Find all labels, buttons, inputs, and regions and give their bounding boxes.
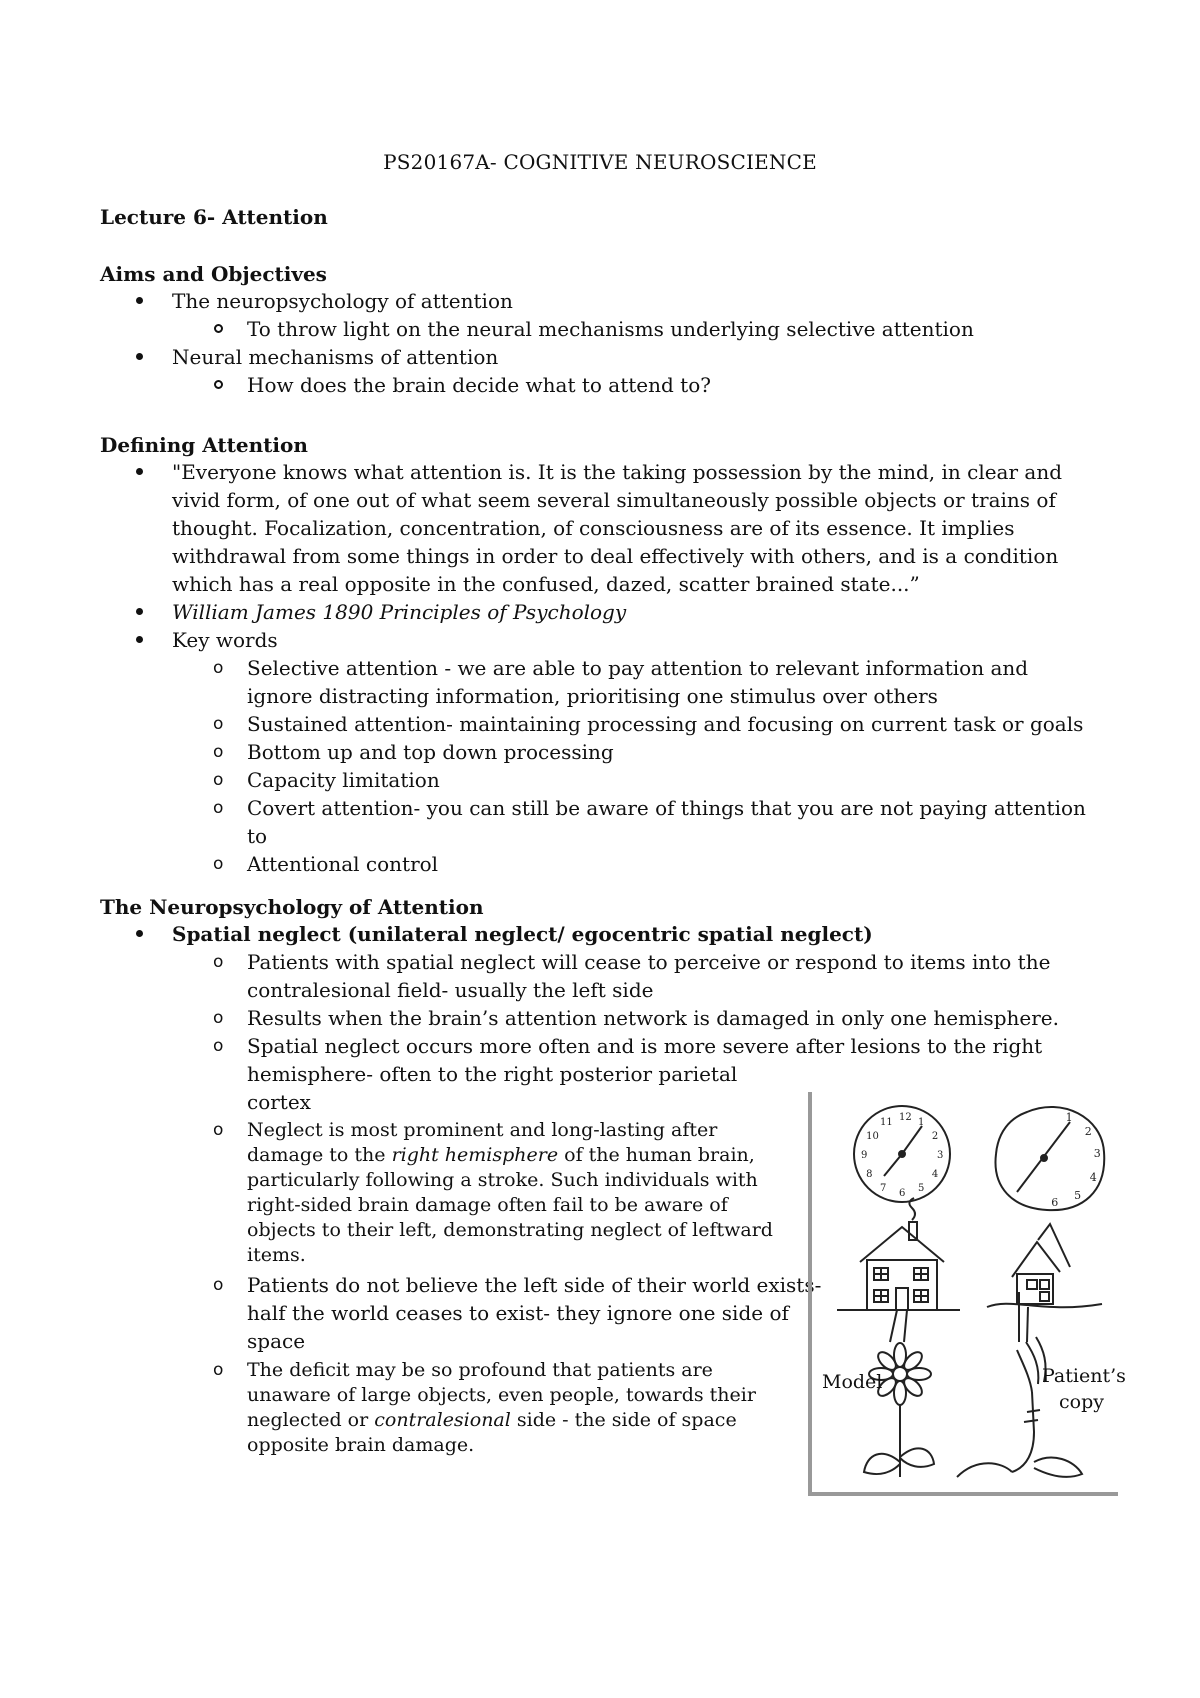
neglect-figure bbox=[808, 1092, 1126, 1496]
clock-number: 1 bbox=[1065, 1110, 1073, 1124]
emphasis-span: right hemisphere bbox=[391, 1144, 559, 1166]
document-title: PS20167A- COGNITIVE NEUROSCIENCE bbox=[383, 150, 817, 174]
neuropsych-heading: The Neuropsychology of Attention bbox=[100, 895, 484, 919]
clock-number: 12 bbox=[899, 1112, 912, 1123]
clock-number: 5 bbox=[918, 1182, 925, 1194]
aims-item bbox=[100, 343, 1100, 399]
aims-subitem: How does the brain decide what to attend to? bbox=[172, 371, 1100, 399]
aims-item-text: The neuropsychology of attention bbox=[172, 289, 513, 313]
patient-clock-icon bbox=[995, 1107, 1104, 1210]
clock-number: 3 bbox=[1093, 1147, 1101, 1161]
citation-item: William James 1890 Principles of Psychology bbox=[100, 598, 1100, 626]
patient-copy-label-2: copy bbox=[1059, 1391, 1104, 1413]
neglect-point-line: hemisphere- often to the right posterior parietal bbox=[247, 1062, 738, 1086]
neglect-point-deficit bbox=[172, 1358, 792, 1458]
key-word: o Covert attention- you can still be aware of things that you are not paying attention to bbox=[172, 794, 1100, 850]
text-span: of the human brain, particularly following a stroke. Such individuals with right-sided brain damage often fail to be aware of objects to their left, demonstrating neglect of leftward items. bbox=[247, 1144, 773, 1266]
clock-number: 4 bbox=[931, 1169, 939, 1180]
key-word: o Bottom up and top down processing bbox=[172, 738, 1100, 766]
patient-copy-label-1: Patient’s bbox=[1042, 1365, 1126, 1387]
neglect-drawings bbox=[812, 1092, 1118, 1492]
clock-number: 11 bbox=[880, 1117, 893, 1129]
key-word: o Capacity limitation bbox=[172, 766, 1100, 794]
model-label: Model bbox=[822, 1371, 883, 1393]
clock-number: 2 bbox=[1084, 1125, 1092, 1139]
model-flower-icon bbox=[864, 1343, 934, 1477]
text-span: Neglect is most prominent and long-lasting after damage to the bbox=[247, 1119, 718, 1166]
neglect-point: o Results when the brain’s attention network is damaged in only one hemisphere. bbox=[172, 1004, 1092, 1032]
aims-subitem: To throw light on the neural mechanisms underlying selective attention bbox=[172, 315, 1100, 343]
defining-heading: Defining Attention bbox=[100, 433, 308, 457]
aims-list bbox=[100, 287, 1100, 399]
clock-number: 6 bbox=[899, 1188, 906, 1199]
defining-list bbox=[100, 458, 1100, 878]
clock-number: 4 bbox=[1089, 1170, 1097, 1184]
lecture-title: Lecture 6- Attention bbox=[100, 205, 328, 229]
neglect-point-cont bbox=[172, 1060, 807, 1116]
clock-number: 2 bbox=[931, 1131, 939, 1142]
model-house-icon bbox=[837, 1198, 960, 1342]
text-span: side - the side of space opposite brain damage. bbox=[247, 1409, 737, 1456]
key-words-item bbox=[100, 626, 1100, 878]
clock-number: 3 bbox=[937, 1150, 944, 1161]
clock-number: 5 bbox=[1074, 1188, 1082, 1202]
key-words-label: Key words bbox=[172, 628, 278, 652]
clock-number: 6 bbox=[1051, 1196, 1059, 1209]
key-word: o Sustained attention- maintaining processing and focusing on current task or goals bbox=[172, 710, 1100, 738]
emphasis-span: contralesional bbox=[374, 1409, 511, 1431]
neglect-point-line: cortex bbox=[247, 1090, 311, 1114]
text-span: The deficit may be so profound that patients are unaware of large objects, even people, towards their neglected or bbox=[247, 1359, 756, 1431]
clock-number: 8 bbox=[866, 1169, 873, 1180]
neglect-point: o Spatial neglect occurs more often and is more severe after lesions to the right bbox=[172, 1032, 1092, 1060]
clock-number: 1 bbox=[918, 1117, 925, 1129]
key-word: o Attentional control bbox=[172, 850, 1100, 878]
aims-item bbox=[100, 287, 1100, 343]
patient-house-icon bbox=[987, 1224, 1102, 1342]
clock-number: 9 bbox=[861, 1150, 868, 1161]
aims-item-text: Neural mechanisms of attention bbox=[172, 345, 499, 369]
aims-heading: Aims and Objectives bbox=[100, 262, 327, 286]
quote-item: "Everyone knows what attention is. It is the taking possession by the mind, in clear and vivid form, of one out of what seem several simultaneously possible objects or trains of thought. Focalization, concentration, of consciousness are of its essence. It implies withdrawal from some things in order to deal effectively with others, and is a condition which has a real opposite in the confused, dazed, scatter brained state...” bbox=[100, 458, 1100, 598]
neglect-point: o Patients with spatial neglect will cease to perceive or respond to items into the contralesional field- usually the left side bbox=[172, 948, 1092, 1004]
neglect-point-hemisphere bbox=[172, 1118, 792, 1268]
clock-number: 7 bbox=[880, 1182, 887, 1194]
key-word: o Selective attention - we are able to pay attention to relevant information and ignore distracting information, prioritising one stimulus over others bbox=[172, 654, 1100, 710]
spatial-neglect-topic: Spatial neglect (unilateral neglect/ egocentric spatial neglect) bbox=[172, 922, 873, 946]
neglect-point-world: o Patients do not believe the left side of their world exists- half the world ceases to exist- they ignore one side of space bbox=[172, 1271, 822, 1355]
clock-number: 10 bbox=[866, 1131, 879, 1142]
